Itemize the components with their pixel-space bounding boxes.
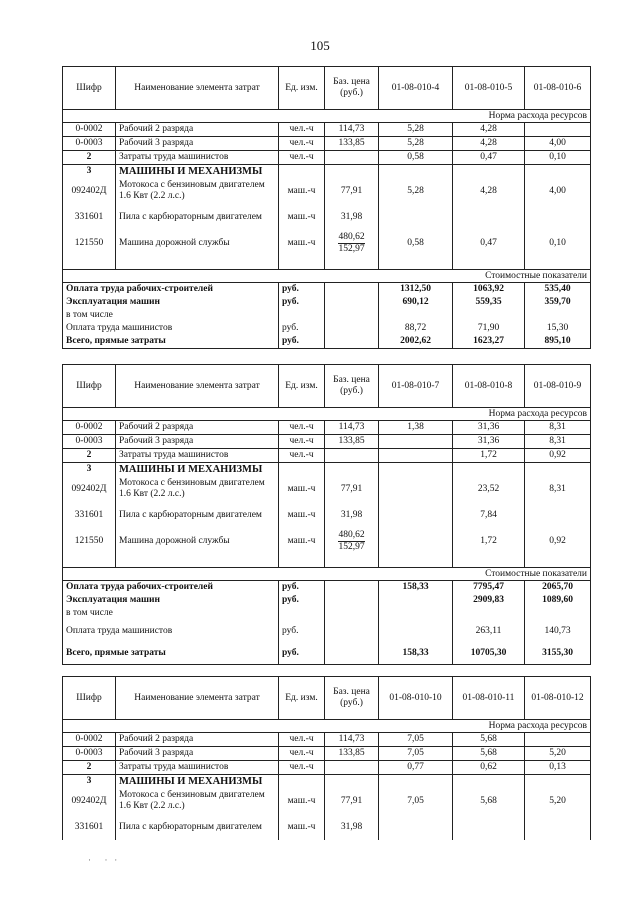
row-value: 559,35 — [453, 296, 525, 309]
row-value: 1063,92 — [453, 283, 525, 297]
section-title: МАШИНЫ И МЕХАНИЗМЫ — [116, 775, 279, 789]
row-code: 121550 — [63, 528, 116, 554]
row-value: 4,00 — [525, 137, 591, 151]
header-price: Баз. цена (руб.) — [325, 67, 379, 110]
row-value: 1312,50 — [379, 283, 453, 297]
row-unit: руб. — [279, 283, 325, 297]
row-value — [525, 733, 591, 747]
header-price: Баз. цена (руб.) — [325, 365, 379, 408]
price-top: 480,62 — [338, 529, 365, 540]
row-value: 1,38 — [379, 421, 453, 435]
row-value: 359,70 — [525, 296, 591, 309]
row-code: 331601 — [63, 502, 116, 528]
row-value — [379, 814, 453, 840]
row-value — [379, 435, 453, 449]
row-unit: чел.-ч — [279, 761, 325, 775]
table-row — [63, 476, 591, 502]
header-code: Шифр — [63, 365, 116, 408]
norm-label: Норма расхода ресурсов — [63, 720, 591, 733]
row-price: 31,98 — [325, 502, 379, 528]
row-value: 140,73 — [525, 620, 591, 642]
row-unit: чел.-ч — [279, 733, 325, 747]
row-value: 0,10 — [525, 230, 591, 256]
row-value: 1,72 — [453, 528, 525, 554]
header-col2: 01-08-010-5 — [453, 67, 525, 110]
row-price: 77,91 — [325, 788, 379, 814]
header-col3: 01-08-010-6 — [525, 67, 591, 110]
table-row — [63, 761, 591, 775]
row-value — [379, 204, 453, 230]
section-title: МАШИНЫ И МЕХАНИЗМЫ — [116, 165, 279, 179]
row-value: 23,52 — [453, 476, 525, 502]
row-unit: чел.-ч — [279, 123, 325, 137]
row-code: 092402Д — [63, 476, 116, 502]
row-name: Пила с карбюраторным двигателем — [116, 502, 279, 528]
row-value — [525, 502, 591, 528]
row-value: 0,10 — [525, 151, 591, 165]
row-code: 092402Д — [63, 178, 116, 204]
table-row — [63, 309, 591, 322]
machine-ops-label: Эксплуатация машин — [63, 594, 279, 607]
row-code: 0-0002 — [63, 123, 116, 137]
row-value — [379, 620, 453, 642]
table-row — [63, 230, 591, 256]
norm-label: Норма расхода ресурсов — [63, 110, 591, 123]
section-code: 3 — [63, 775, 116, 789]
table-row — [63, 283, 591, 297]
row-unit: руб. — [279, 594, 325, 607]
row-value: 535,40 — [525, 283, 591, 297]
norm-label: Норма расхода ресурсов — [63, 408, 591, 421]
row-unit: чел.-ч — [279, 151, 325, 165]
table-row — [63, 421, 591, 435]
price-bottom: 152,97 — [338, 243, 365, 254]
table-row — [63, 502, 591, 528]
row-value: 690,12 — [379, 296, 453, 309]
row-value: 0,13 — [525, 761, 591, 775]
row-value: 895,10 — [525, 335, 591, 349]
row-value: 263,11 — [453, 620, 525, 642]
row-price: 77,91 — [325, 476, 379, 502]
cost-table-3 — [62, 676, 591, 840]
row-name: Рабочий 2 разряда — [116, 123, 279, 137]
price-fraction — [338, 232, 364, 255]
row-unit: чел.-ч — [279, 449, 325, 463]
price-bottom: 152,97 — [338, 541, 365, 552]
header-col3: 01-08-010-12 — [525, 677, 591, 720]
row-value: 158,33 — [379, 642, 453, 665]
header-col1: 01-08-010-10 — [379, 677, 453, 720]
row-unit: маш.-ч — [279, 502, 325, 528]
row-code: 0-0003 — [63, 435, 116, 449]
including-label: в том числе — [63, 309, 279, 322]
row-value: 7,05 — [379, 733, 453, 747]
scan-marks: · · · — [88, 855, 118, 865]
row-unit: чел.-ч — [279, 435, 325, 449]
row-name: Рабочий 3 разряда — [116, 747, 279, 761]
row-price: 31,98 — [325, 204, 379, 230]
row-unit: маш.-ч — [279, 528, 325, 554]
row-value — [525, 814, 591, 840]
row-unit: руб. — [279, 335, 325, 349]
row-unit: руб. — [279, 296, 325, 309]
header-unit: Ед. изм. — [279, 365, 325, 408]
row-price: 114,73 — [325, 733, 379, 747]
table-row — [63, 296, 591, 309]
row-value: 4,28 — [453, 137, 525, 151]
header-unit: Ед. изм. — [279, 677, 325, 720]
row-value: 0,58 — [379, 151, 453, 165]
row-name: Затраты труда машинистов — [116, 151, 279, 165]
total-label: Всего, прямые затраты — [63, 642, 279, 665]
row-unit: руб. — [279, 620, 325, 642]
table-row — [63, 788, 591, 814]
row-value — [525, 123, 591, 137]
row-code: 0-0003 — [63, 137, 116, 151]
row-value: 8,31 — [525, 421, 591, 435]
row-value: 8,31 — [525, 435, 591, 449]
table-row — [63, 814, 591, 840]
row-value: 7795,47 — [453, 581, 525, 595]
row-name: Рабочий 3 разряда — [116, 137, 279, 151]
table-row — [63, 594, 591, 607]
row-price: 114,73 — [325, 421, 379, 435]
row-code: 0-0003 — [63, 747, 116, 761]
table-row — [63, 151, 591, 165]
section-code: 3 — [63, 463, 116, 477]
row-value: 4,28 — [453, 178, 525, 204]
table-row — [63, 528, 591, 554]
table-row — [63, 137, 591, 151]
row-value — [379, 476, 453, 502]
row-unit: маш.-ч — [279, 476, 325, 502]
page-number: 105 — [310, 38, 330, 53]
table-row — [63, 204, 591, 230]
row-code: 2 — [63, 761, 116, 775]
header-unit: Ед. изм. — [279, 67, 325, 110]
row-value: 31,36 — [453, 435, 525, 449]
row-value: 5,28 — [379, 137, 453, 151]
row-unit: руб. — [279, 581, 325, 595]
table-row — [63, 620, 591, 642]
row-value: 5,28 — [379, 178, 453, 204]
price-fraction — [338, 530, 364, 553]
header-code: Шифр — [63, 67, 116, 110]
row-value — [525, 204, 591, 230]
row-name: Мотокоса с бензиновым двигателем 1.6 Квт (2.2 л.с.) — [116, 788, 279, 814]
header-code: Шифр — [63, 677, 116, 720]
row-value: 0,62 — [453, 761, 525, 775]
row-unit: чел.-ч — [279, 747, 325, 761]
including-label: в том числе — [63, 607, 279, 620]
row-code: 121550 — [63, 230, 116, 256]
row-name: Затраты труда машинистов — [116, 761, 279, 775]
row-value: 3155,30 — [525, 642, 591, 665]
table-row — [63, 775, 591, 789]
header-name: Наименование элемента затрат — [116, 365, 279, 408]
row-value: 0,92 — [525, 528, 591, 554]
row-name: Затраты труда машинистов — [116, 449, 279, 463]
row-value: 5,20 — [525, 747, 591, 761]
row-value: 7,05 — [379, 747, 453, 761]
row-code: 331601 — [63, 204, 116, 230]
row-value — [379, 528, 453, 554]
row-price: 133,85 — [325, 137, 379, 151]
row-name: Машина дорожной службы — [116, 528, 279, 554]
row-code: 2 — [63, 449, 116, 463]
header-col2: 01-08-010-11 — [453, 677, 525, 720]
row-value: 8,31 — [525, 476, 591, 502]
row-unit: маш.-ч — [279, 814, 325, 840]
row-price: 114,73 — [325, 123, 379, 137]
header-col1: 01-08-010-4 — [379, 67, 453, 110]
row-value: 7,84 — [453, 502, 525, 528]
row-name: Мотокоса с бензиновым двигателем 1.6 Квт (2.2 л.с.) — [116, 476, 279, 502]
labor-pay-label: Оплата труда рабочих-строителей — [63, 283, 279, 297]
row-code: 0-0002 — [63, 733, 116, 747]
table-row — [63, 463, 591, 477]
table-row — [63, 733, 591, 747]
row-price: 77,91 — [325, 178, 379, 204]
row-unit: маш.-ч — [279, 788, 325, 814]
header-name: Наименование элемента затрат — [116, 67, 279, 110]
row-price: 133,85 — [325, 435, 379, 449]
row-value: 2909,83 — [453, 594, 525, 607]
table-row — [63, 123, 591, 137]
row-code: 092402Д — [63, 788, 116, 814]
table-row — [63, 335, 591, 349]
row-unit: чел.-ч — [279, 421, 325, 435]
row-code: 331601 — [63, 814, 116, 840]
header-price: Баз. цена (руб.) — [325, 677, 379, 720]
section-title: МАШИНЫ И МЕХАНИЗМЫ — [116, 463, 279, 477]
row-code: 2 — [63, 151, 116, 165]
machine-ops-label: Эксплуатация машин — [63, 296, 279, 309]
row-unit: руб. — [279, 322, 325, 335]
row-value: 5,68 — [453, 733, 525, 747]
row-value: 0,47 — [453, 230, 525, 256]
table-row — [63, 435, 591, 449]
header-col2: 01-08-010-8 — [453, 365, 525, 408]
row-value — [453, 814, 525, 840]
row-value: 2065,70 — [525, 581, 591, 595]
row-value: 15,30 — [525, 322, 591, 335]
header-col3: 01-08-010-9 — [525, 365, 591, 408]
row-value: 1623,27 — [453, 335, 525, 349]
table-row — [63, 449, 591, 463]
table-row — [63, 165, 591, 179]
row-value — [379, 449, 453, 463]
row-code: 0-0002 — [63, 421, 116, 435]
row-unit: маш.-ч — [279, 178, 325, 204]
table-row — [63, 178, 591, 204]
row-value: 31,36 — [453, 421, 525, 435]
row-name: Машина дорожной службы — [116, 230, 279, 256]
cost-label: Стоимостные показатели — [63, 270, 591, 283]
table-row — [63, 642, 591, 665]
row-name: Пила с карбюраторным двигателем — [116, 814, 279, 840]
row-value — [379, 594, 453, 607]
row-price: 133,85 — [325, 747, 379, 761]
total-label: Всего, прямые затраты — [63, 335, 279, 349]
row-value: 5,68 — [453, 747, 525, 761]
row-value: 0,92 — [525, 449, 591, 463]
row-unit: маш.-ч — [279, 230, 325, 256]
row-unit: чел.-ч — [279, 137, 325, 151]
row-value — [453, 204, 525, 230]
price-top: 480,62 — [338, 231, 365, 242]
row-value: 0,58 — [379, 230, 453, 256]
machinist-pay-label: Оплата труда машинистов — [63, 322, 279, 335]
row-value: 5,68 — [453, 788, 525, 814]
row-value — [379, 502, 453, 528]
header-name: Наименование элемента затрат — [116, 677, 279, 720]
labor-pay-label: Оплата труда рабочих-строителей — [63, 581, 279, 595]
table-row — [63, 581, 591, 595]
row-value: 7,05 — [379, 788, 453, 814]
row-unit: маш.-ч — [279, 204, 325, 230]
row-value: 0,47 — [453, 151, 525, 165]
row-name: Рабочий 2 разряда — [116, 733, 279, 747]
table-row — [63, 747, 591, 761]
row-name: Рабочий 2 разряда — [116, 421, 279, 435]
row-unit: руб. — [279, 642, 325, 665]
row-value: 88,72 — [379, 322, 453, 335]
machinist-pay-label: Оплата труда машинистов — [63, 620, 279, 642]
row-value: 4,00 — [525, 178, 591, 204]
row-value: 5,28 — [379, 123, 453, 137]
row-name: Пила с карбюраторным двигателем — [116, 204, 279, 230]
row-value: 5,20 — [525, 788, 591, 814]
row-value: 71,90 — [453, 322, 525, 335]
row-value: 4,28 — [453, 123, 525, 137]
row-value: 1089,60 — [525, 594, 591, 607]
row-price: 31,98 — [325, 814, 379, 840]
row-value: 10705,30 — [453, 642, 525, 665]
cost-table-2 — [62, 364, 591, 665]
header-col1: 01-08-010-7 — [379, 365, 453, 408]
row-value: 1,72 — [453, 449, 525, 463]
row-value: 0,77 — [379, 761, 453, 775]
row-value: 158,33 — [379, 581, 453, 595]
cost-table-1 — [62, 66, 591, 349]
cost-label: Стоимостные показатели — [63, 568, 591, 581]
row-name: Рабочий 3 разряда — [116, 435, 279, 449]
row-name: Мотокоса с бензиновым двигателем 1.6 Квт (2.2 л.с.) — [116, 178, 279, 204]
table-row — [63, 607, 591, 620]
row-value: 2002,62 — [379, 335, 453, 349]
table-row — [63, 322, 591, 335]
section-code: 3 — [63, 165, 116, 179]
